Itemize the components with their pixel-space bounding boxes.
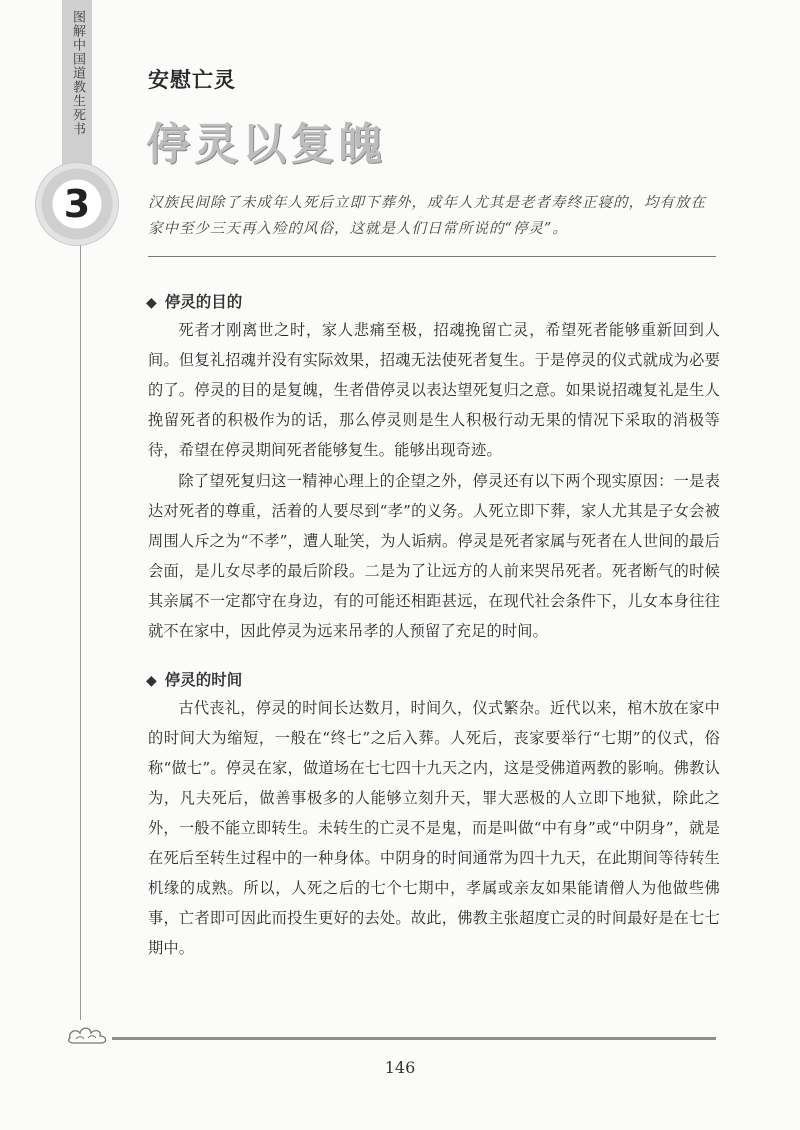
section-heading-text: 停灵的目的 [164, 293, 243, 311]
title-divider [148, 256, 716, 257]
page-title: 停灵以复魄 [146, 119, 386, 170]
chapter-number: 3 [63, 182, 91, 226]
section-label: 安慰亡灵 [148, 68, 236, 92]
section-heading-purpose [146, 290, 242, 312]
diamond-icon: ◆ [146, 295, 157, 311]
cloud-ornament-icon [66, 1022, 110, 1048]
paragraph: 死者才刚离世之时，家人悲痛至极，招魂挽留亡灵，希望死者能够重新回到人间。但复礼招魂并没有实际效果，招魂无法使死者复生。于是停灵的仪式就成为必要的了。停灵的目的是复魄，生者借停灵以表达望死复归之意。如果说招魂复礼是生人挽留死者的积极作为的话，那么停灵则是生人积极行动无果的情况下采取的消极等待，希望在停灵期间死者能够复生。能够出现奇迹。 [148, 321, 720, 459]
section-heading-time [146, 668, 242, 690]
footer-rule [112, 1037, 716, 1040]
paragraph: 除了望死复归这一精神心理上的企望之外，停灵还有以下两个现实原因：一是表达对死者的尊重，活着的人要尽到“孝”的义务。人死立即下葬，家人尤其是子女会被周围人斥之为“不孝”，遭人耻笑，为人诟病。停灵是死者家属与死者在人世间的最后会面，是儿女尽孝的最后阶段。二是为了让远方的人前来哭吊死者。死者断气的时候其亲属不一定都守在身边，有的可能还相距甚远，在现代社会条件下，儿女本身往往就不在家中，因此停灵为远来吊孝的人预留了充足的时间。 [148, 472, 720, 640]
series-title: 图解中国道教生死书 [70, 10, 85, 136]
page-number: 146 [384, 1058, 416, 1077]
section-heading-text: 停灵的时间 [164, 671, 243, 689]
chapter-badge [36, 163, 118, 245]
lead-paragraph: 汉族民间除了未成年人死后立即下葬外，成年人尤其是老者寿终正寝的，均有放在家中至少三天再入殓的风俗，这就是人们日常所说的“停灵”。 [148, 195, 706, 237]
diamond-icon: ◆ [146, 673, 157, 689]
side-line [80, 230, 81, 1020]
paragraph: 古代丧礼，停灵的时间长达数月，时间久，仪式繁杂。近代以来，棺木放在家中的时间大为缩短，一般在“终七”之后入葬。人死后，丧家要举行“七期”的仪式，俗称“做七”。停灵在家，做道场在七七四十九天之内，这是受佛道两教的影响。佛教认为，凡夫死后，做善事极多的人能够立刻升天，罪大恶极的人立即下地狱，除此之外，一般不能立即转生。未转生的亡灵不是鬼，而是叫做“中有身”或“中阴身”，就是在死后至转生过程中的一种身体。中阴身的时间通常为四十九天，在此期间等待转生机缘的成熟。所以，人死之后的七个七期中，孝属或亲友如果能请僧人为他做些佛事，亡者即可因此而投生更好的去处。故此，佛教主张超度亡灵的时间最好是在七七期中。 [148, 699, 720, 957]
